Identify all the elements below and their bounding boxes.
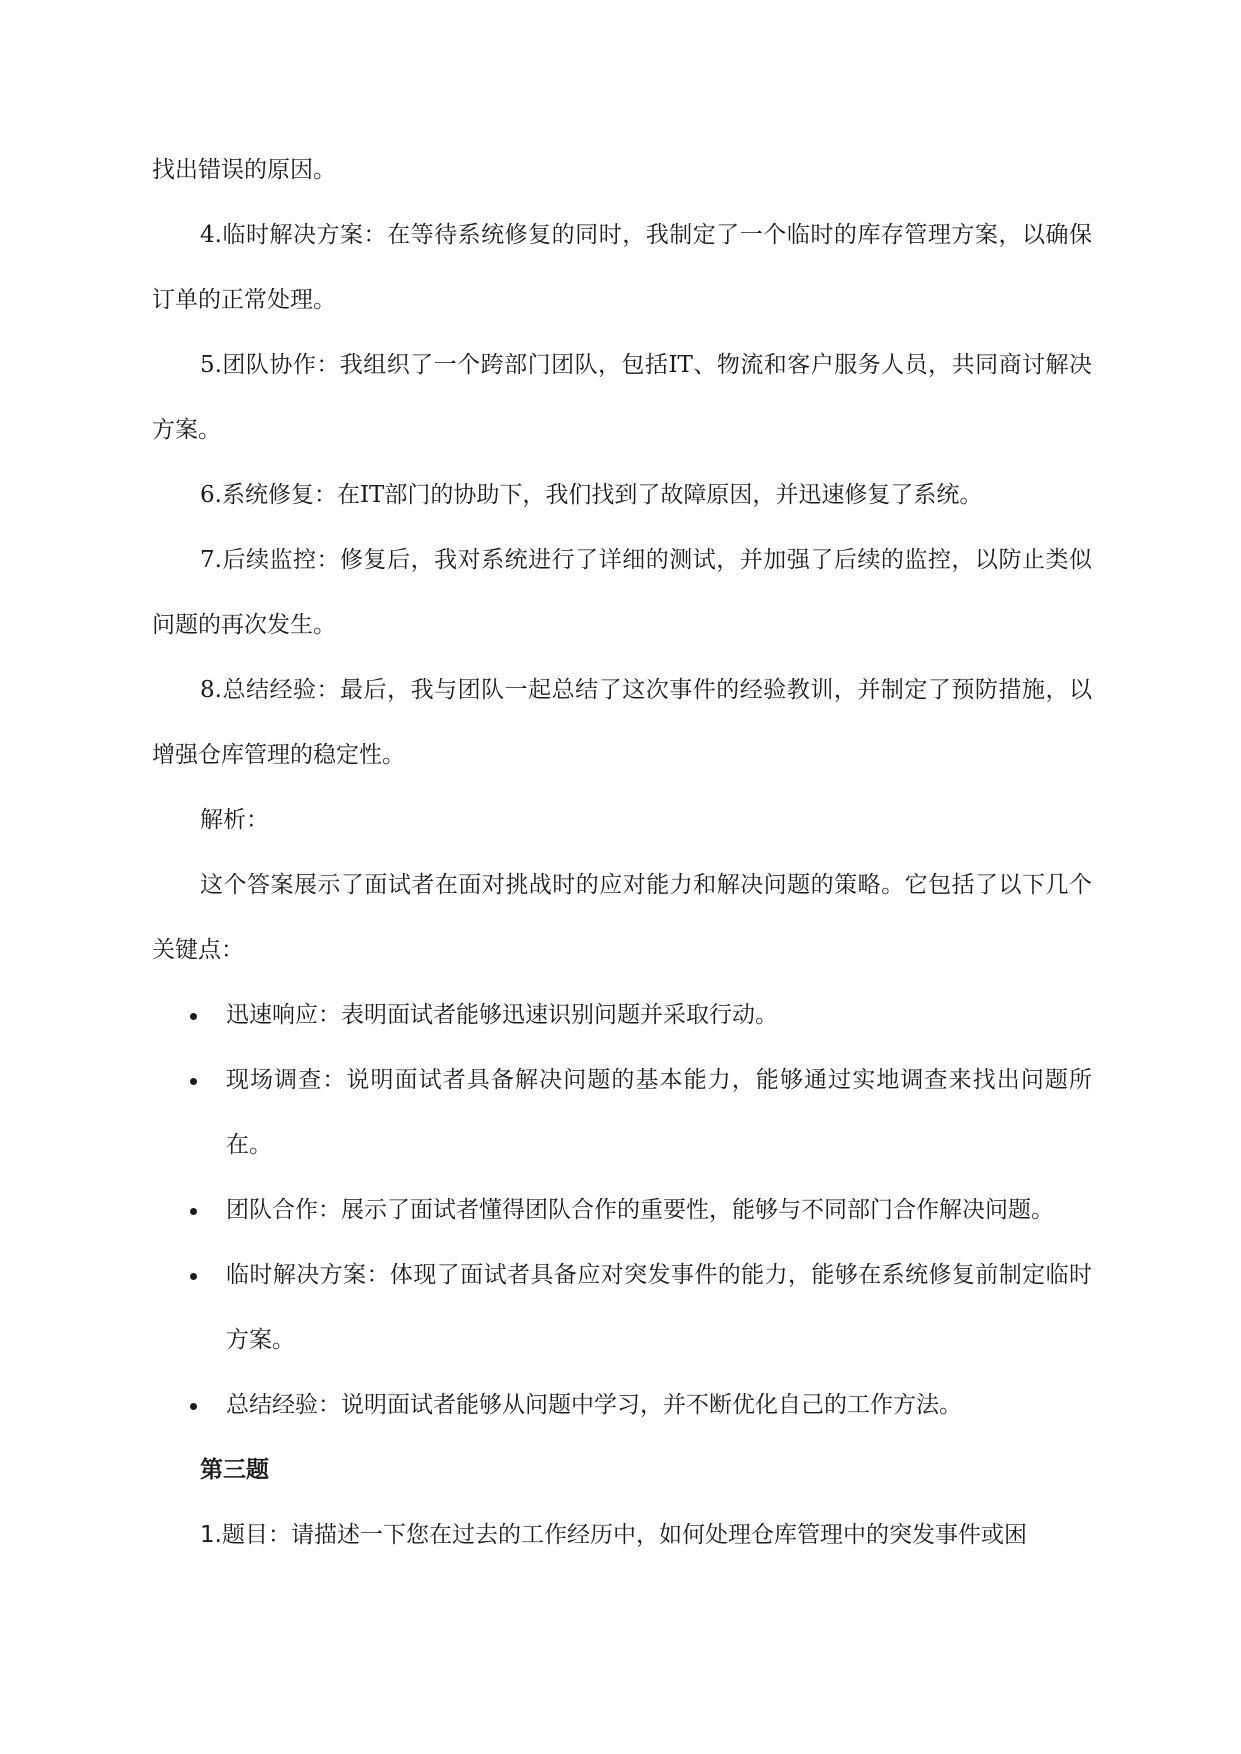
paragraph-continuation: 找出错误的原因。 bbox=[152, 157, 336, 183]
paragraph-step-4: 4.临时解决方案：在等待系统修复的同时，我制定了一个临时的库存管理方案，以确保订单的正常处理。 bbox=[152, 222, 1092, 313]
list-item bbox=[152, 1178, 1092, 1243]
question-text: 题目：请描述一下您在过去的工作经历中，如何处理仓库管理中的突发事件或困 bbox=[221, 1522, 1027, 1548]
list-item-text: 总结经验：说明面试者能够从问题中学习，并不断优化自己的工作方法。 bbox=[226, 1392, 962, 1418]
list-item-text: 现场调查：说明面试者具备解决问题的基本能力，能够通过实地调查来找出问题所在。 bbox=[226, 1067, 1092, 1158]
document-body bbox=[152, 138, 1092, 1568]
list-item-text: 团队合作：展示了面试者懂得团队合作的重要性，能够与不同部门合作解决问题。 bbox=[226, 1197, 1054, 1223]
bullet-icon bbox=[190, 1013, 197, 1020]
bullet-icon bbox=[190, 1403, 197, 1410]
bullet-icon bbox=[190, 1208, 197, 1215]
list-item-text: 临时解决方案：体现了面试者具备应对突发事件的能力，能够在系统修复前制定临时方案。 bbox=[226, 1262, 1092, 1353]
list-item-text: 迅速响应：表明面试者能够迅速识别问题并采取行动。 bbox=[226, 1002, 778, 1028]
list-item bbox=[152, 1243, 1092, 1373]
list-item bbox=[152, 983, 1092, 1048]
list-item bbox=[152, 1048, 1092, 1178]
bullet-icon bbox=[190, 1078, 197, 1085]
section-title: 第三题 bbox=[200, 1457, 269, 1483]
analysis-intro: 这个答案展示了面试者在面对挑战时的应对能力和解决问题的策略。它包括了以下几个关键点： bbox=[152, 872, 1092, 963]
key-points-list bbox=[152, 983, 1092, 1438]
question-number: 1. bbox=[200, 1522, 222, 1548]
bullet-icon bbox=[190, 1273, 197, 1280]
paragraph-step-7: 7.后续监控：修复后，我对系统进行了详细的测试，并加强了后续的监控，以防止类似问题的再次发生。 bbox=[152, 547, 1092, 638]
paragraph-step-6: 6.系统修复：在IT部门的协助下，我们找到了故障原因，并迅速修复了系统。 bbox=[200, 482, 983, 508]
question-line bbox=[152, 1503, 1092, 1568]
paragraph-step-8: 8.总结经验：最后，我与团队一起总结了这次事件的经验教训，并制定了预防措施，以增强仓库管理的稳定性。 bbox=[152, 677, 1092, 768]
list-item bbox=[152, 1373, 1092, 1438]
analysis-label: 解析： bbox=[200, 807, 269, 833]
paragraph-step-5: 5.团队协作：我组织了一个跨部门团队，包括IT、物流和客户服务人员，共同商讨解决方案。 bbox=[152, 352, 1092, 443]
